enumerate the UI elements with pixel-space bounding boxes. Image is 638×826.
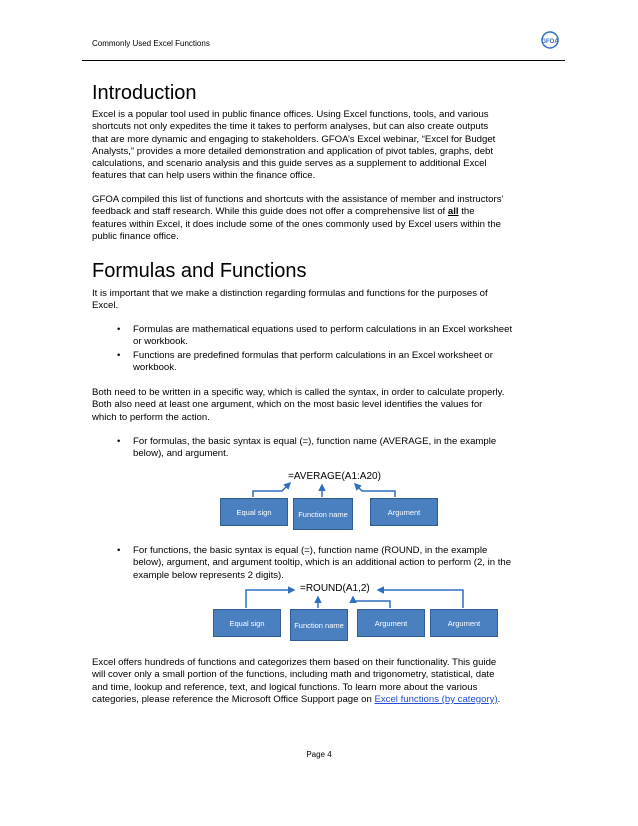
svg-text:GFOA: GFOA (541, 39, 559, 45)
formulas-paragraph-3: Excel offers hundreds of functions and categorizes them based on their functionality. This guide will cover only a small portion of the functions, including math and trigonometry, statistical, date and time, lookup and reference, text, and logical functions. To learn more about the various categories, please reference the Microsoft Office Support page on Excel functions (by category). (92, 657, 501, 705)
equal-sign-box: Equal sign (220, 498, 288, 526)
list-item: For functions, the basic syntax is equal (=), function name (ROUND, in the example below), argument, and argument tooltip, which is an additional action to perform (2, in the example below represents 2 digits). (133, 545, 512, 581)
formulas-paragraph-1: It is important that we make a distinction regarding formulas and functions for the purposes of Excel. (92, 288, 488, 312)
header-divider (82, 60, 565, 61)
argument-tooltip-box: Argument (430, 609, 498, 637)
emphasis-all: all (447, 206, 459, 218)
round-formula-text: =ROUND(A1,2) (300, 583, 370, 594)
function-name-box-2: Function name (290, 609, 348, 641)
introduction-heading: Introduction (92, 82, 197, 104)
intro-paragraph-2: GFOA compiled this list of functions and shortcuts with the assistance of member and instructors’ feedback and staff research. While this guide does not offer a comprehensive list of all the features within Excel, it does include some of the ones commonly used by Excel users within the public finance office. (92, 194, 504, 242)
argument-box-2: Argument (357, 609, 425, 637)
function-name-box: Function name (293, 498, 353, 530)
intro-paragraph-1: Excel is a popular tool used in public finance offices. Using Excel functions, tools, and various shortcuts not only expedites the time it takes to perform analyses, but can also create outputs that are more dynamic and engaging to stakeholders. GFOA’s Excel webinar, “Excel for Budget Analysts,” provides a more detailed demonstration and application of pivot tables, graphs, debt calculations, and scenario analysis and this guide serves as a supplement to additional Excel features that can help users within the finance office. (92, 109, 496, 182)
formulas-heading: Formulas and Functions (92, 260, 307, 282)
arrow-argument (355, 484, 395, 497)
list-item: Formulas are mathematical equations used to perform calculations in an Excel worksheet or workbook. (133, 324, 513, 348)
arrow-equal-sign-2 (246, 590, 294, 608)
arrow-argument-tooltip (378, 590, 463, 608)
page-number: Page 4 (306, 750, 332, 759)
arrow-equal-sign (253, 483, 290, 497)
equal-sign-box-2: Equal sign (213, 609, 281, 637)
argument-box: Argument (370, 498, 438, 526)
formulas-paragraph-2: Both need to be written in a specific way, which is called the syntax, in order to calculate properly. Both also need at least one argument, which on the most basic level identifies the values for which to perform the action. (92, 387, 505, 423)
excel-functions-link[interactable]: Excel functions (by category) (374, 693, 498, 705)
gfoa-logo-icon (540, 30, 560, 50)
running-header: Commonly Used Excel Functions (92, 39, 210, 48)
arrow-argument-2 (353, 597, 390, 608)
average-formula-text: =AVERAGE(A1:A20) (288, 471, 381, 482)
list-item: For formulas, the basic syntax is equal (=), function name (AVERAGE, in the example below), and argument. (133, 436, 497, 460)
list-item: Functions are predefined formulas that perform calculations in an Excel worksheet or workbook. (133, 350, 493, 374)
